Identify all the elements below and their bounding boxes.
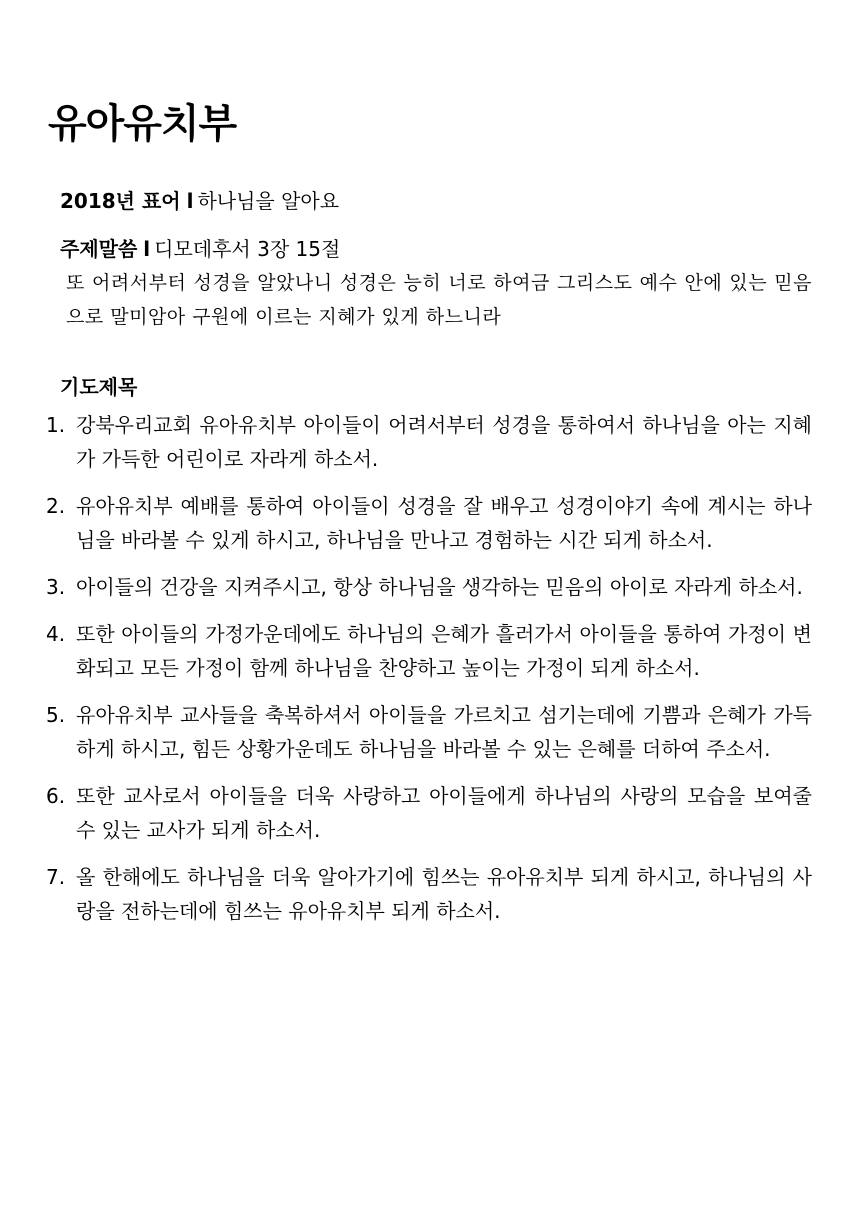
verse-row [60, 234, 340, 264]
theme-label: 2018년 표어 [60, 189, 181, 213]
prayer-item-number: 2. [46, 494, 66, 518]
prayer-heading: 기도제목 [60, 375, 138, 399]
prayer-item-text: 아이들의 건강을 지켜주시고, 항상 하나님을 생각하는 믿음의 아이로 자라게 하소서. [76, 575, 803, 599]
verse-separator: l [143, 237, 151, 261]
verse-text: 또 어려서부터 성경을 알았나니 성경은 능히 너로 하여금 그리스도 예수 안에 있는 믿음으로 말미암아 구원에 이르는 지혜가 있게 하느니라 [66, 272, 812, 328]
prayer-item [46, 408, 812, 476]
prayer-item [46, 698, 812, 766]
prayer-item [46, 779, 812, 847]
prayer-item [46, 860, 812, 928]
prayer-item-number: 7. [46, 865, 66, 889]
prayer-item-number: 6. [46, 784, 66, 808]
prayer-item-text: 강북우리교회 유아유치부 아이들이 어려서부터 성경을 통하여서 하나님을 아는 지혜가 가득한 어린이로 자라게 하소서. [76, 413, 812, 471]
theme-row [60, 186, 339, 216]
theme-separator: l [186, 189, 194, 213]
prayer-item-number: 3. [46, 575, 66, 599]
prayer-item-text: 또한 교사로서 아이들을 더욱 사랑하고 아이들에게 하나님의 사랑의 모습을 보여줄 수 있는 교사가 되게 하소서. [76, 784, 812, 842]
page-title: 유아유치부 [48, 101, 237, 147]
prayer-item-text: 또한 아이들의 가정가운데에도 하나님의 은혜가 흘러가서 아이들을 통하여 가정이 변화되고 모든 가정이 함께 하나님을 찬양하고 높이는 가정이 되게 하소서. [76, 622, 812, 680]
prayer-item-number: 4. [46, 622, 66, 646]
prayer-item [46, 489, 812, 557]
verse-label: 주제말씀 [60, 237, 138, 261]
prayer-item-number: 1. [46, 413, 66, 437]
prayer-item-text: 유아유치부 교사들을 축복하셔서 아이들을 가르치고 섬기는데에 기쁨과 은혜가 가득하게 하시고, 힘든 상황가운데도 하나님을 바라볼 수 있는 은혜를 더하여 주소서. [76, 703, 812, 761]
prayer-item-text: 올 한해에도 하나님을 더욱 알아가기에 힘쓰는 유아유치부 되게 하시고, 하나님의 사랑을 전하는데에 힘쓰는 유아유치부 되게 하소서. [76, 865, 812, 923]
theme-text: 하나님을 알아요 [197, 189, 340, 213]
prayer-item [46, 570, 812, 604]
prayer-item [46, 617, 812, 685]
prayer-item-text: 유아유치부 예배를 통하여 아이들이 성경을 잘 배우고 성경이야기 속에 계시는 하나님을 바라볼 수 있게 하시고, 하나님을 만나고 경험하는 시간 되게 하소서. [76, 494, 812, 552]
verse-reference: 디모데후서 3장 15절 [154, 237, 341, 261]
prayer-list [46, 408, 812, 941]
prayer-item-number: 5. [46, 703, 66, 727]
